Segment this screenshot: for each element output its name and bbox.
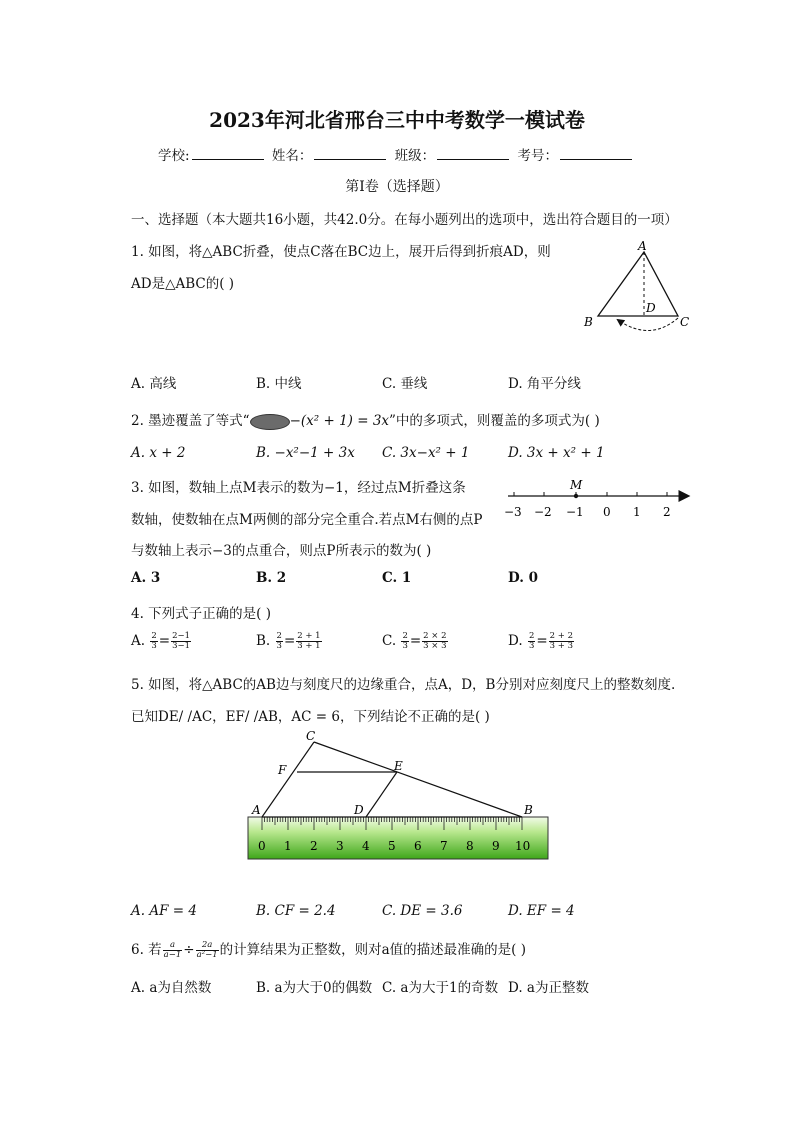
tick-label-neg3: −3 [504,505,522,519]
q2-stem [131,409,600,430]
q2-option-b[interactable]: B. −x²−1 + 3x [256,445,355,461]
q5-option-a[interactable]: A. AF = 4 [131,903,197,919]
svg-text:10: 10 [515,839,531,853]
q1-stem-line2: AD是△ABC的( ) [131,276,235,292]
school-blank[interactable] [192,147,264,160]
q5-option-d[interactable]: D. EF = 4 [508,903,575,919]
svg-text:5: 5 [388,839,396,853]
school-label: 学校: [158,148,190,164]
svg-text:7: 7 [440,839,448,853]
label-d: D [646,301,656,315]
svg-text:9: 9 [492,839,500,853]
exam-title: 2023年河北省邢台三中中考数学一模试卷 [209,108,585,132]
q6-stem: 6. 若 $\frac{a}{a-1}$ ÷ $\frac{2a}{\text{a²−1}}$ 的计算结果为正整数，则对a值的描述最准确的是( ) [131,940,526,960]
svg-text:1: 1 [284,839,292,853]
label-m: M [570,478,583,492]
label-c: C [680,315,690,329]
label-b: B [584,315,593,329]
q3-number-line [500,474,700,522]
q1-option-a[interactable]: A. 高线 [131,376,177,392]
label-c-5: C [306,729,316,743]
svg-text:8: 8 [466,839,474,853]
q2-suffix: ”中的多项式，则覆盖的多项式为( ) [389,413,600,429]
q3-stem-line3: 与数轴上表示−3的点重合，则点P所表示的数为( ) [131,543,432,559]
label-f-5: F [278,763,287,777]
student-info-row [0,144,794,164]
tick-label-neg2: −2 [534,505,552,519]
q4-option-d[interactable]: D. $\frac{2}{3}$ = $\frac{2 + 2}{3 + 3}$ [508,631,574,651]
q6-option-a[interactable]: A. a为自然数 [131,980,212,996]
section-heading: 第I卷（选择题） [345,179,449,195]
svg-text:0: 0 [258,839,266,853]
q1-triangle-figure [580,238,695,338]
label-d-5: D [354,803,364,817]
svg-text:2: 2 [310,839,318,853]
point-m [574,494,578,498]
q4-option-c[interactable]: C. $\frac{2}{3}$ = $\frac{2 \times 2}{3 \times 3}$ [382,631,447,651]
part-instructions: 一、选择题（本大题共16小题，共42.0分。在每小题列出的选项中，选出符合题目的一项） [131,212,678,228]
q2-option-a[interactable]: A. x + 2 [131,445,186,461]
number-line-ticks [514,492,667,496]
q1-option-b[interactable]: B. 中线 [256,376,302,392]
fold-arrow [618,318,678,331]
name-blank[interactable] [314,147,386,160]
triangle-abc [598,252,678,316]
q2-option-d[interactable]: D. 3x + x² + 1 [508,445,605,461]
exam-no-blank[interactable] [560,147,632,160]
svg-text:4: 4 [362,839,370,853]
q3-stem-line2: 数轴，使数轴在点M两侧的部分完全重合.若点M右侧的点P [131,512,483,528]
q2-equation: −(x² + 1) = 3x [289,413,390,429]
q4-stem: 4. 下列式子正确的是( ) [131,606,271,622]
q3-stem-line1: 3. 如图，数轴上点M表示的数为−1，经过点M折叠这条 [131,480,466,496]
exam-no-label: 考号： [517,148,558,164]
q4-option-a[interactable]: A. $\frac{2}{3}$ = $\frac{2-1}{3-1}$ [131,631,191,651]
name-label: 姓名： [271,148,313,164]
q5-option-c[interactable]: C. DE = 3.6 [382,903,463,919]
ruler-body [248,817,548,859]
label-e-5: E [394,759,403,773]
q6-option-c[interactable]: C. a为大于1的奇数 [382,980,499,996]
q4-option-b[interactable]: B. $\frac{2}{3}$ = $\frac{2 + 1}{3 + 1}$ [256,631,321,651]
label-b-5: B [524,803,533,817]
q6-option-b[interactable]: B. a为大于0的偶数 [256,980,373,996]
q5-ruler-figure [240,726,560,864]
q1-stem-line1: 1. 如图，将△ABC折叠，使点C落在BC边上，展开后得到折痕AD，则 [131,244,551,260]
ink-blot-icon [250,414,290,430]
label-a: A [638,239,647,253]
tick-label-0: 0 [603,505,611,519]
q5-stem-line1: 5. 如图，将△ABC的AB边与刻度尺的边缘重合，点A，D，B分别对应刻度尺上的整数刻度. [131,677,676,693]
triangle-abc-5 [262,742,522,817]
q1-option-d[interactable]: D. 角平分线 [508,376,581,392]
q2-prefix: 2. 墨迹覆盖了等式“ [131,413,250,429]
label-a-5: A [252,803,261,817]
q1-option-c[interactable]: C. 垂线 [382,376,428,392]
segment-de [366,772,397,817]
q3-option-d[interactable]: D. 0 [508,570,539,586]
q5-stem-line2: 已知DE/ /AC，EF/ /AB，AC = 6，下列结论不正确的是( ) [131,709,490,725]
class-label: 班级： [394,148,436,164]
svg-text:3: 3 [336,839,344,853]
q3-option-a[interactable]: A. 3 [131,570,161,586]
tick-label-neg1: −1 [566,505,584,519]
class-blank[interactable] [437,147,509,160]
q6-option-d[interactable]: D. a为正整数 [508,980,589,996]
q5-option-b[interactable]: B. CF = 2.4 [256,903,336,919]
tick-label-1: 1 [633,505,641,519]
q3-option-c[interactable]: C. 1 [382,570,412,586]
tick-label-2: 2 [663,505,671,519]
q2-option-c[interactable]: C. 3x−x² + 1 [382,445,470,461]
q3-option-b[interactable]: B. 2 [256,570,287,586]
svg-text:6: 6 [414,839,422,853]
